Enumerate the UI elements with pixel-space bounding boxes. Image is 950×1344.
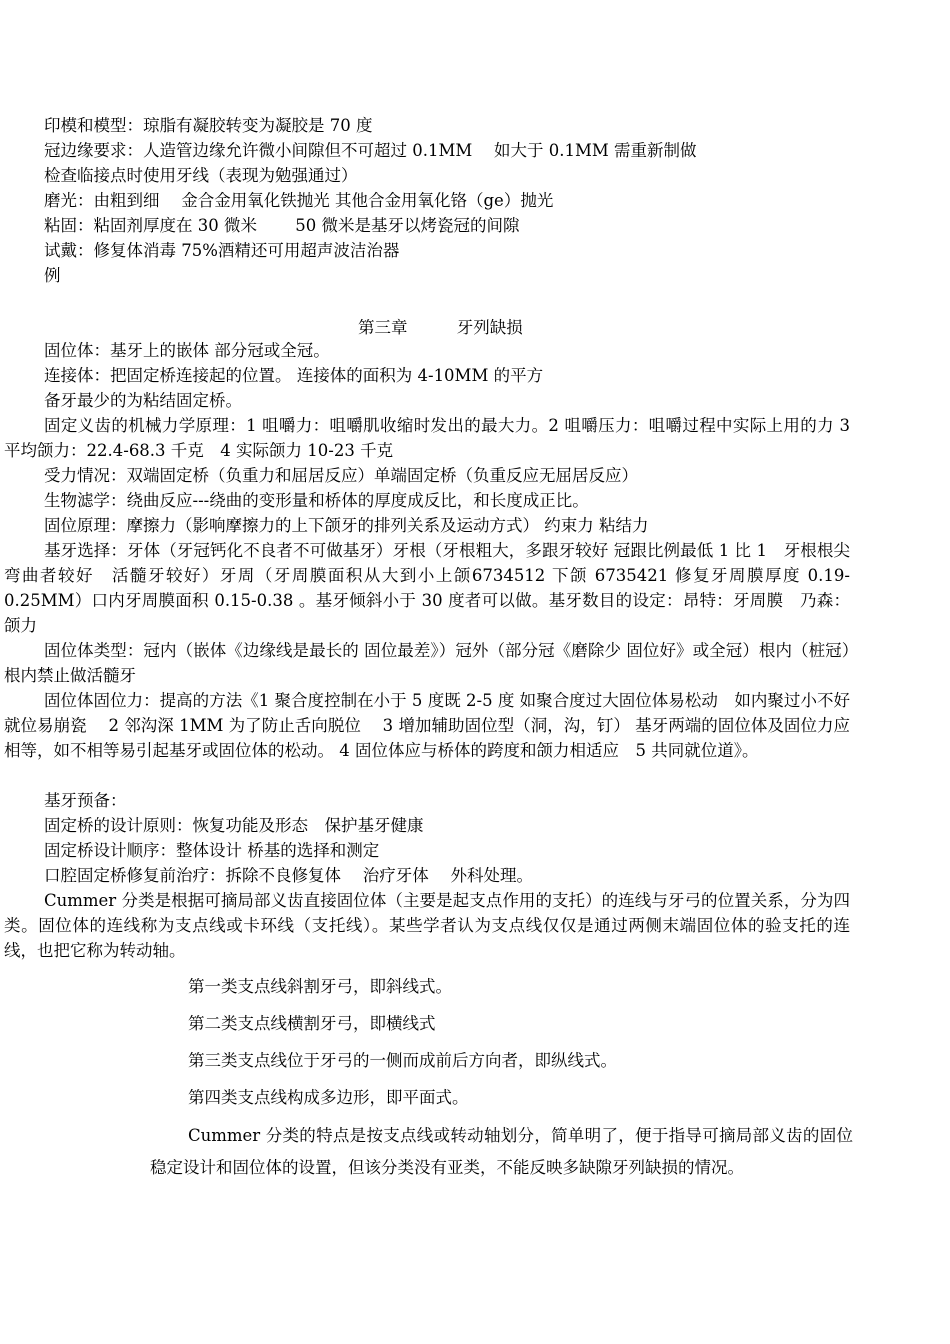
- text-line: 试戴：修复体消毒 75%酒精还可用超声波洁治器: [44, 241, 400, 260]
- text-line: 例: [44, 266, 61, 285]
- paragraph: 固位体类型：冠内（嵌体《边缘线是最长的 固位最差》）冠外（部分冠《磨除少 固位好》或全冠）根内（桩冠）根内禁止做活髓牙: [4, 641, 850, 685]
- text-line: 印模和模型：琼脂有凝胶转变为凝胶是 70 度: [44, 116, 373, 135]
- text-line: 口腔固定桥修复前治疗：拆除不良修复体 治疗牙体 外科处理。: [44, 866, 533, 885]
- text-line: 受力情况：双端固定桥（负重力和屈居反应）单端固定桥（负重反应无屈居反应）: [44, 466, 638, 485]
- text-line: 基牙预备：: [44, 791, 127, 810]
- text-line: 固定桥设计顺序：整体设计 桥基的选择和测定: [44, 841, 380, 860]
- text-line: 固位体：基牙上的嵌体 部分冠或全冠。: [44, 341, 330, 360]
- paragraph: 基牙选择：牙体（牙冠钙化不良者不可做基牙）牙根（牙根粗大，多跟牙较好 冠跟比例最低 1 比 1 牙根根尖弯曲者较好 活髓牙较好）牙周（牙周膜面积从大到小上颌6734512 下颌 6735421 修复牙周膜厚度 0.19-0.25MM）口内牙周膜面积 0.15-0.38 。基牙倾斜小于 30 度者可以做。基牙数目的设定：昂特：牙周膜 乃森：颌力: [4, 541, 850, 635]
- text-line: 固位原理：摩擦力（影响摩擦力的上下颌牙的排列关系及运动方式） 约束力 粘结力: [44, 516, 649, 535]
- paragraph: 固位体固位力：提高的方法《1 聚合度控制在小于 5 度既 2-5 度 如聚合度过大固位体易松动 如内聚过小不好就位易崩瓷 2 邻沟深 1MM 为了防止舌向脱位 3 增加辅助固位型（洞，沟，钉） 基牙两端的固位体及固位力应相等，如不相等易引起基牙或固位体的松动。 4 固位体应与桥体的跨度和颌力相适应 5 共同就位道》。: [4, 691, 850, 760]
- chapter-title: 第三章 牙列缺损: [358, 318, 523, 337]
- paragraph: Cummer 分类是根据可摘局部义齿直接固位体（主要是起支点作用的支托）的连线与牙弓的位置关系，分为四类。固位体的连线称为支点线或卡环线（支托线）。某些学者认为支点线仅仅是通过两侧末端固位体的验支托的连线，也把它称为转动轴。: [4, 891, 850, 960]
- text-line: 粘固：粘固剂厚度在 30 微米 50 微米是基牙以烤瓷冠的间隙: [44, 216, 520, 235]
- text-line: 生物滤学：绕曲反应---绕曲的变形量和桥体的厚度成反比，和长度成正比。: [44, 491, 589, 510]
- class-item: 第三类支点线位于牙弓的一侧而成前后方向者，即纵线式。: [188, 1051, 617, 1070]
- text-line: 磨光：由粗到细 金合金用氧化铁抛光 其他合金用氧化铬（ge）抛光: [44, 191, 554, 210]
- class-item: 第二类支点线横割牙弓，即横线式: [188, 1014, 436, 1033]
- class-item: 第一类支点线斜割牙弓，即斜线式。: [188, 977, 452, 996]
- text-line: 备牙最少的为粘结固定桥。: [44, 391, 242, 410]
- paragraph: 固定义齿的机械力学原理：1 咀嚼力：咀嚼肌收缩时发出的最大力。2 咀嚼压力：咀嚼过程中实际上用的力 3 平均颌力：22.4-68.3 千克 4 实际颌力 10-23 千克: [4, 416, 850, 460]
- summary-paragraph: Cummer 分类的特点是按支点线或转动轴划分，简单明了，便于指导可摘局部义齿的固位稳定设计和固位体的设置，但该分类没有亚类，不能反映多缺隙牙列缺损的情况。: [150, 1126, 853, 1177]
- text-line: 检查临接点时使用牙线（表现为勉强通过）: [44, 166, 358, 185]
- text-line: 冠边缘要求：人造管边缘允许微小间隙但不可超过 0.1MM 如大于 0.1MM 需重新制做: [44, 141, 697, 160]
- class-item: 第四类支点线构成多边形，即平面式。: [188, 1088, 469, 1107]
- text-line: 连接体：把固定桥连接起的位置。 连接体的面积为 4-10MM 的平方: [44, 366, 544, 385]
- text-line: 固定桥的设计原则：恢复功能及形态 保护基牙健康: [44, 816, 424, 835]
